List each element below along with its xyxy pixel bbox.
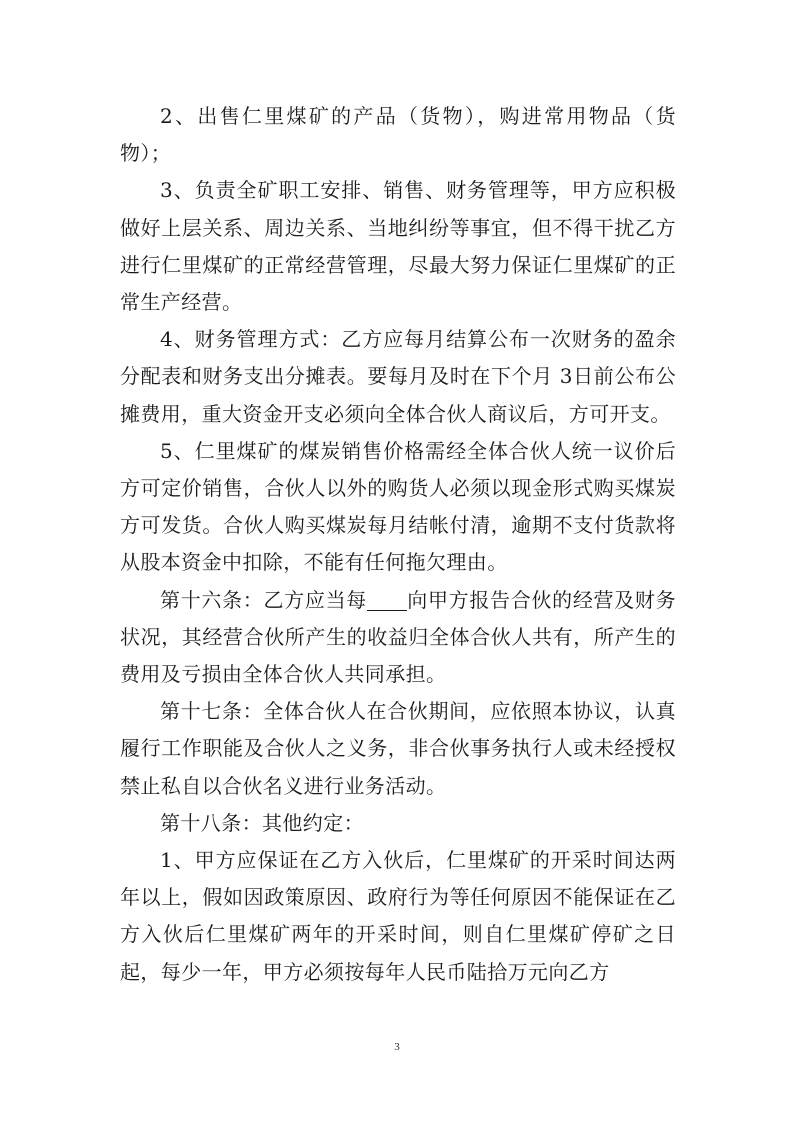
paragraph-article-18-item-1: 1、甲方应保证在乙方入伙后，仁里煤矿的开采时间达两年以上，假如因政策原因、政府行为等任何原因不能保证在乙方入伙后仁里煤矿两年的开采时间，则自仁里煤矿停矿之日起，每少一年，甲方必须按每年人民币陆拾万元向乙方 (120, 848, 676, 984)
article-16-rest: 向甲方报告合伙的经营及财务状况，其经营合伙所产生的收益归全体合伙人共有，所产生的费用及亏损由全体合伙人共同承担。 (120, 587, 677, 687)
page-number: 3 (394, 1041, 400, 1053)
fill-in-blank (367, 588, 407, 611)
paragraph-article-16 (120, 582, 676, 694)
article-16-lead: 第十六条：乙方应当每 (160, 587, 367, 612)
paragraph-article-17: 第十七条：全体合伙人在合伙期间，应依照本协议，认真履行工作职能及合伙人之义务，非合伙事务执行人或未经授权禁止私自以合伙名义进行业务活动。 (120, 699, 676, 798)
paragraph-item-5: 5、仁里煤矿的煤炭销售价格需经全体合伙人统一议价后方可定价销售，合伙人以外的购货人必须以现金形式购买煤炭方可发货。合伙人购买煤炭每月结帐付清，逾期不支付货款将从股本资金中扣除，不能有任何拖欠理由。 (120, 438, 676, 575)
document-body (120, 98, 676, 991)
paragraph-item-3: 3、负责全矿职工安排、销售、财务管理等，甲方应积极做好上层关系、周边关系、当地纠纷等事宜，但不得干扰乙方进行仁里煤矿的正常经营管理，尽最大努力保证仁里煤矿的正常生产经营。 (120, 178, 676, 315)
paragraph-article-18-title: 第十八条：其他约定： (160, 810, 364, 835)
paragraph-item-2: 2、出售仁里煤矿的产品（货物），购进常用物品（货物）； (120, 104, 676, 166)
paragraph-item-4: 4、财务管理方式：乙方应每月结算公布一次财务的盈余分配表和财务支出分摊表。要每月及时在下个月 3日前公布公摊费用，重大资金开支必须向全体合伙人商议后，方可开支。 (120, 327, 676, 426)
